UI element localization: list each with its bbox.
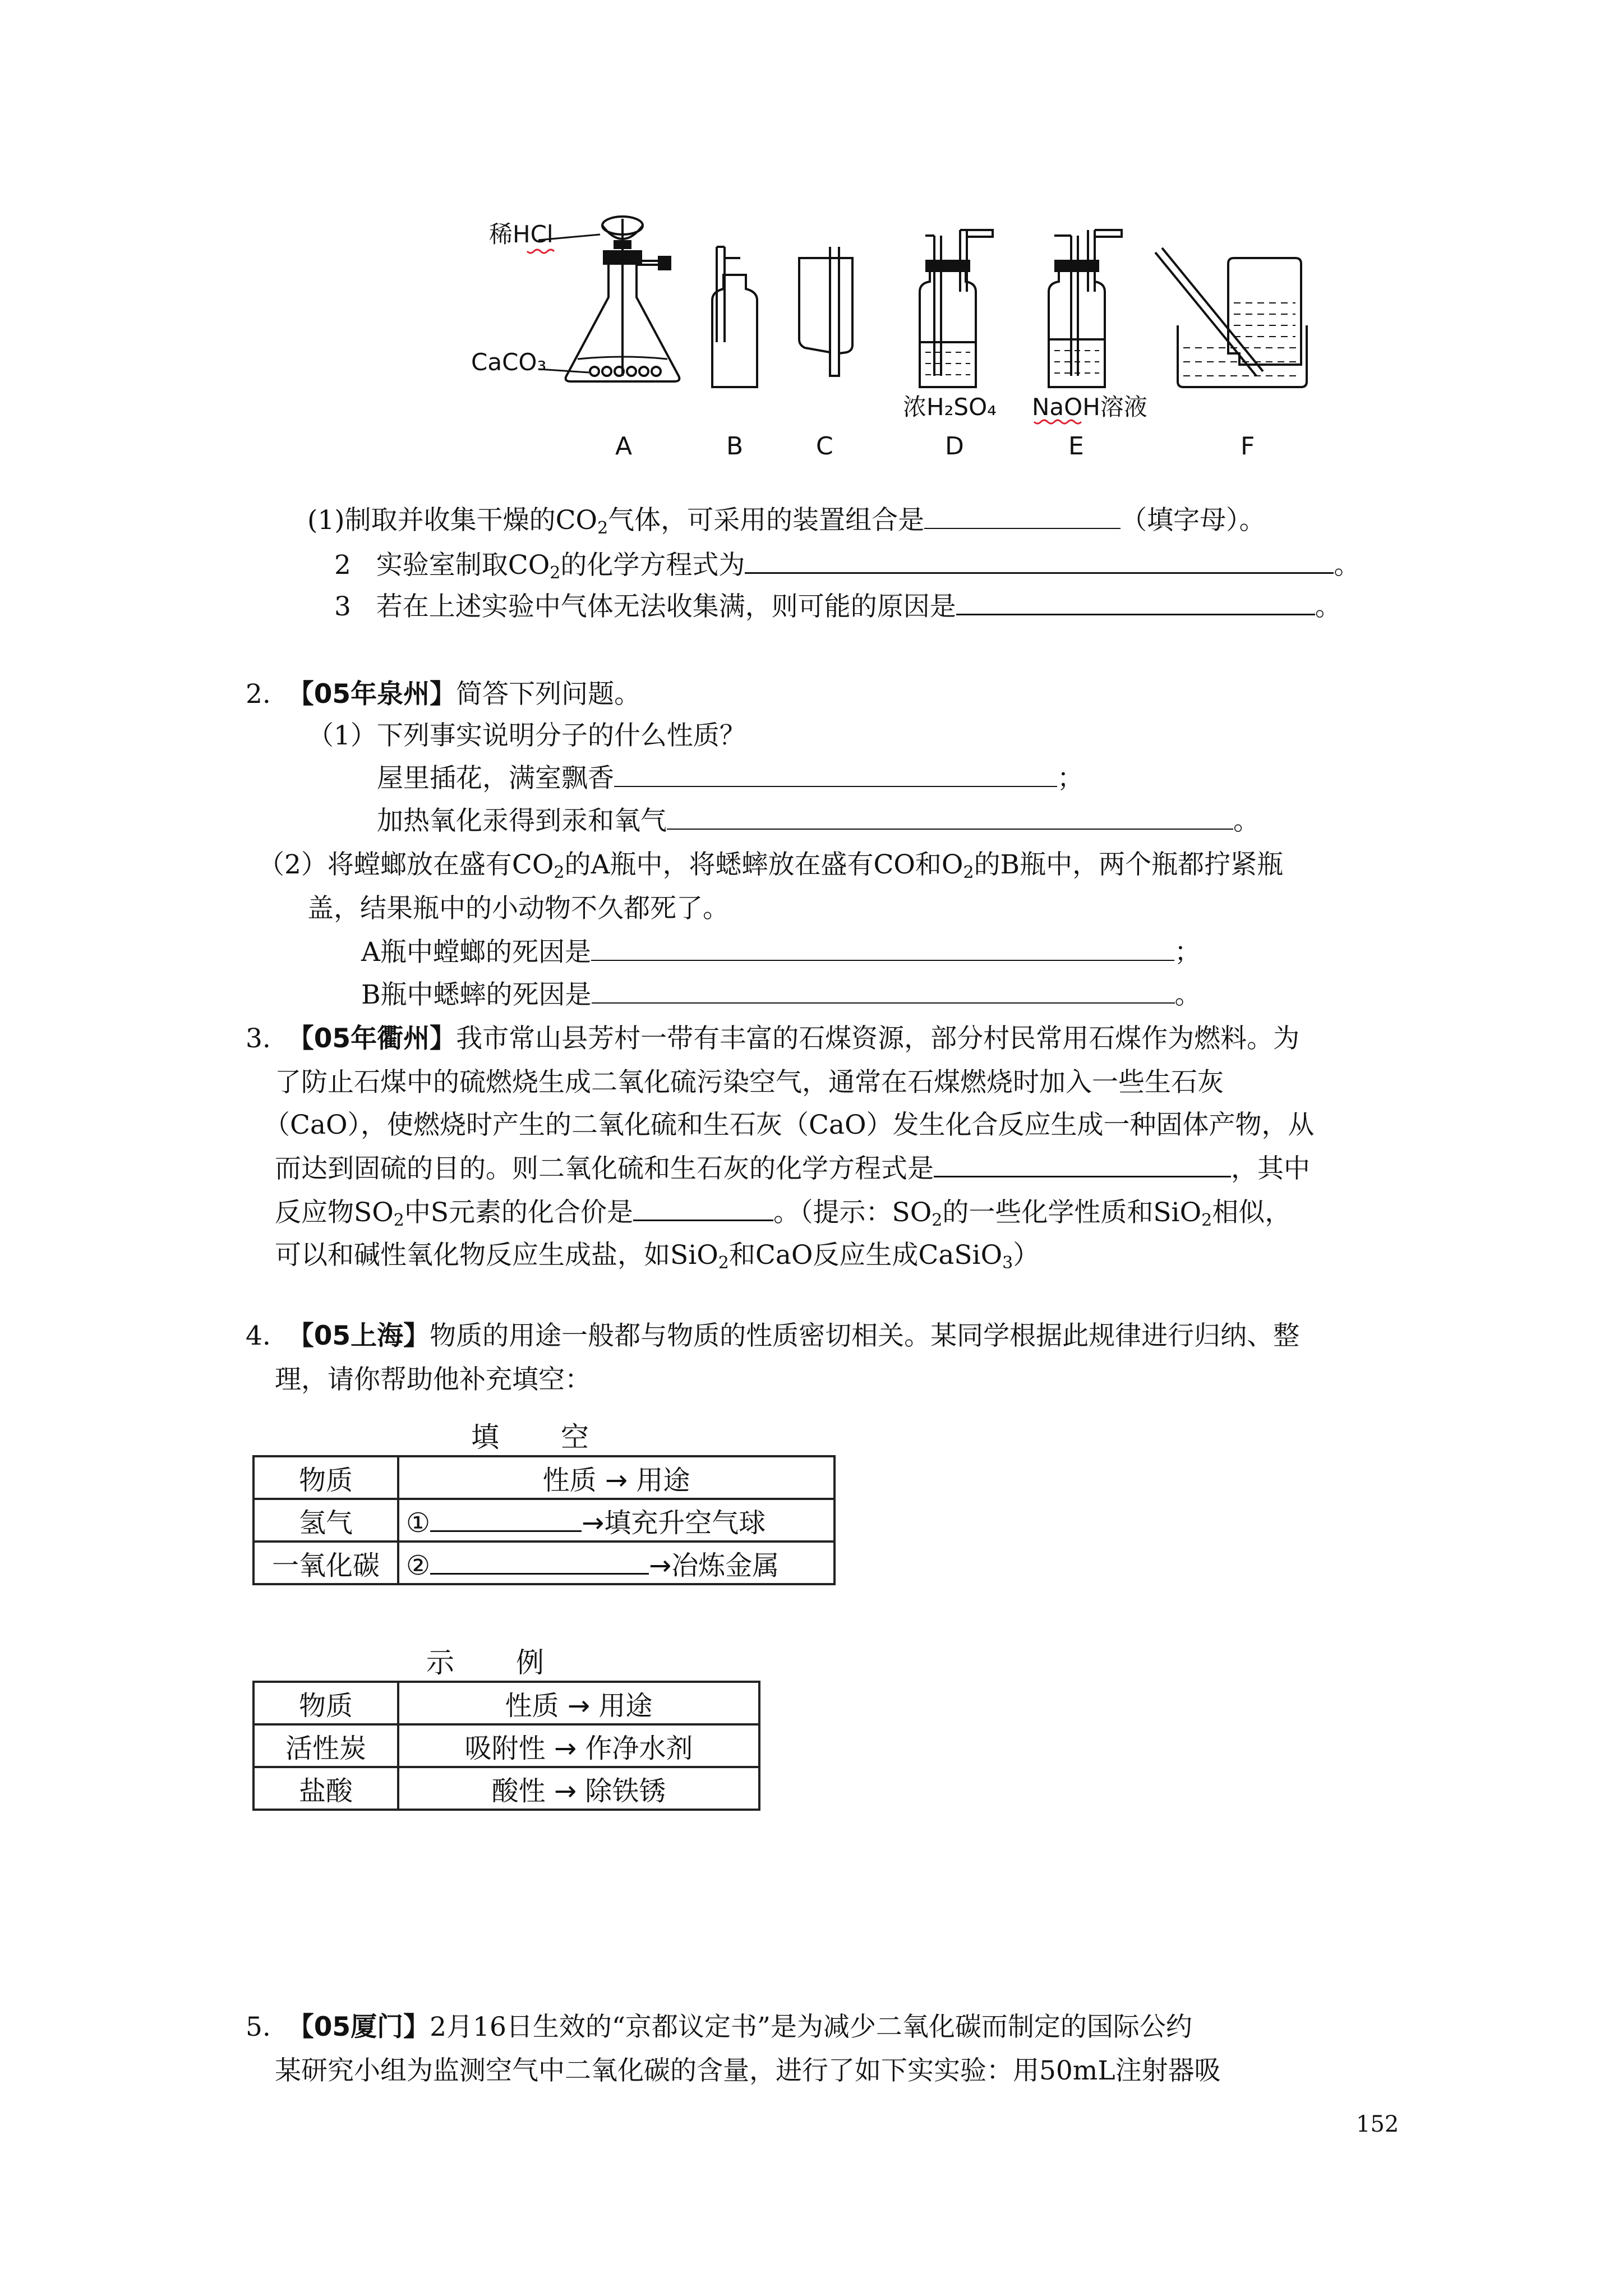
table-header-property-use: 性质 → 用途 — [398, 1682, 759, 1724]
q1-line-3: 3 若在上述实验中气体无法收集满，则可能的原因是 。 — [334, 591, 1341, 622]
table-header-property-use: 性质 → 用途 — [398, 1456, 834, 1499]
table1-title: 填空 — [471, 1421, 651, 1453]
q2-part-2-line-2: 盖，结果瓶中的小动物不久都死了。 — [307, 893, 729, 924]
table-cell-property-use: 酸性 → 除铁锈 — [398, 1767, 759, 1810]
example-table — [252, 1681, 760, 1811]
table-cell-property-use: 吸附性 → 作净水剂 — [398, 1724, 759, 1767]
table-row — [253, 1456, 834, 1499]
table2-title: 示例 — [426, 1646, 606, 1679]
table-cell-substance: 活性炭 — [253, 1724, 398, 1767]
letter-f: F — [1241, 432, 1255, 461]
letter-b: B — [726, 432, 744, 461]
q4-line-2: 理，请你帮助他补充填空： — [275, 1364, 591, 1395]
label-naoh-solution: NaOH溶液 — [1032, 393, 1147, 421]
q2-part-2-line-1: （2）将螳螂放在盛有$CO_2$的A瓶中，将蟋蟀放在盛有CO和$O_2$的B瓶中，两个瓶都拧紧瓶 — [258, 849, 1284, 882]
q3-line-6: 可以和碱性氧化物反应生成盐，如SiO$_2$和CaO反应生成CaSiO$_3$） — [275, 1240, 1040, 1273]
table-row — [253, 1767, 759, 1810]
apparatus-figure — [460, 208, 1447, 471]
q4-line-1: 4. 【05上海】物质的用途一般都与物质的性质密切相关。某同学根据此规律进行归纳、整 — [246, 1320, 1300, 1351]
q3-line-5: 反应物$SO_2$中S元素的化合价是 。（提示：$SO_2$的一些化学性质和SiO$_2$相似， — [275, 1197, 1292, 1230]
q2-answer-blank-2a[interactable] — [591, 937, 1174, 961]
q3-line-4: 而达到固硫的目的。则二氧化硫和生石灰的化学方程式是 ，其中 — [275, 1153, 1310, 1184]
letter-c: C — [816, 432, 833, 461]
table-cell-substance: 盐酸 — [253, 1767, 398, 1810]
table-row — [253, 1542, 834, 1584]
q3-line-3: （CaO），使燃烧时产生的二氧化硫和生石灰（CaO）发生化合反应生成一种固体产物，从 — [264, 1110, 1315, 1140]
q2-heading: 2. 【05年泉州】简答下列问题。 — [246, 679, 641, 710]
q3-line-1: 3. 【05年衢州】我市常山县芳村一带有丰富的石煤资源，部分村民常用石煤作为燃料。为 — [246, 1023, 1300, 1054]
letter-a: A — [615, 432, 633, 461]
q2-answer-blank-1a[interactable] — [614, 763, 1057, 787]
q2-answer-blank-2b[interactable] — [592, 980, 1175, 1004]
letter-d: D — [945, 432, 964, 461]
q1-line-2: 2 实验室制取$CO_2$的化学方程式为 。 — [334, 550, 1361, 583]
page-number: 152 — [1356, 2111, 1399, 2137]
label-conc-h2so4: 浓H₂SO₄ — [903, 393, 997, 421]
q1-answer-blank-2[interactable] — [745, 550, 1334, 574]
q2-part-2a: A瓶中螳螂的死因是 ； — [361, 937, 1201, 968]
q2-part-1: （1）下列事实说明分子的什么性质？ — [307, 720, 746, 751]
q1-answer-blank-1[interactable] — [924, 505, 1121, 529]
label-dilute-hcl: 稀HCl — [489, 220, 554, 248]
table-row — [253, 1499, 834, 1542]
q5-line-2: 某研究小组为监测空气中二氧化碳的含量，进行了如下实实验：用50mL注射器吸 — [275, 2055, 1221, 2086]
q2-part-1b: 加热氧化汞得到汞和氧气 。 — [377, 806, 1260, 836]
table-cell-substance: 一氧化碳 — [253, 1542, 398, 1584]
q5-line-1: 5. 【05厦门】2月16日生效的“京都议定书”是为减少二氧化碳而制定的国际公约 — [246, 2012, 1192, 2042]
q2-part-2b: B瓶中蟋蟀的死因是 。 — [361, 979, 1201, 1010]
table-cell-substance: 氢气 — [253, 1499, 398, 1542]
q1-line-1: (1)制取并收集干燥的$CO_2$气体，可采用的装置组合是 （填字母）。 — [307, 505, 1266, 538]
letter-e: E — [1068, 432, 1084, 461]
q3-answer-blank-valence[interactable] — [633, 1197, 773, 1221]
table-row — [253, 1682, 759, 1724]
table-header-substance: 物质 — [253, 1456, 398, 1499]
q3-line-2: 了防止石煤中的硫燃烧生成二氧化硫污染空气，通常在石煤燃烧时加入一些生石灰 — [275, 1067, 1224, 1098]
table-cell-property-use: ① →填充升空气球 — [398, 1499, 834, 1542]
q2-part-1a: 屋里插花，满室飘香 ； — [377, 763, 1083, 794]
table-header-substance: 物质 — [253, 1682, 398, 1724]
q1-answer-blank-3[interactable] — [956, 591, 1315, 615]
q4-answer-blank-2[interactable] — [430, 1554, 649, 1575]
q2-answer-blank-1b[interactable] — [667, 806, 1233, 830]
fill-in-table — [252, 1455, 836, 1585]
q4-answer-blank-1[interactable] — [430, 1511, 582, 1532]
q3-answer-blank-equation[interactable] — [934, 1153, 1231, 1177]
table-cell-property-use: ② →冶炼金属 — [398, 1542, 834, 1584]
table-row — [253, 1724, 759, 1767]
label-caco3: CaCO₃ — [471, 348, 547, 376]
